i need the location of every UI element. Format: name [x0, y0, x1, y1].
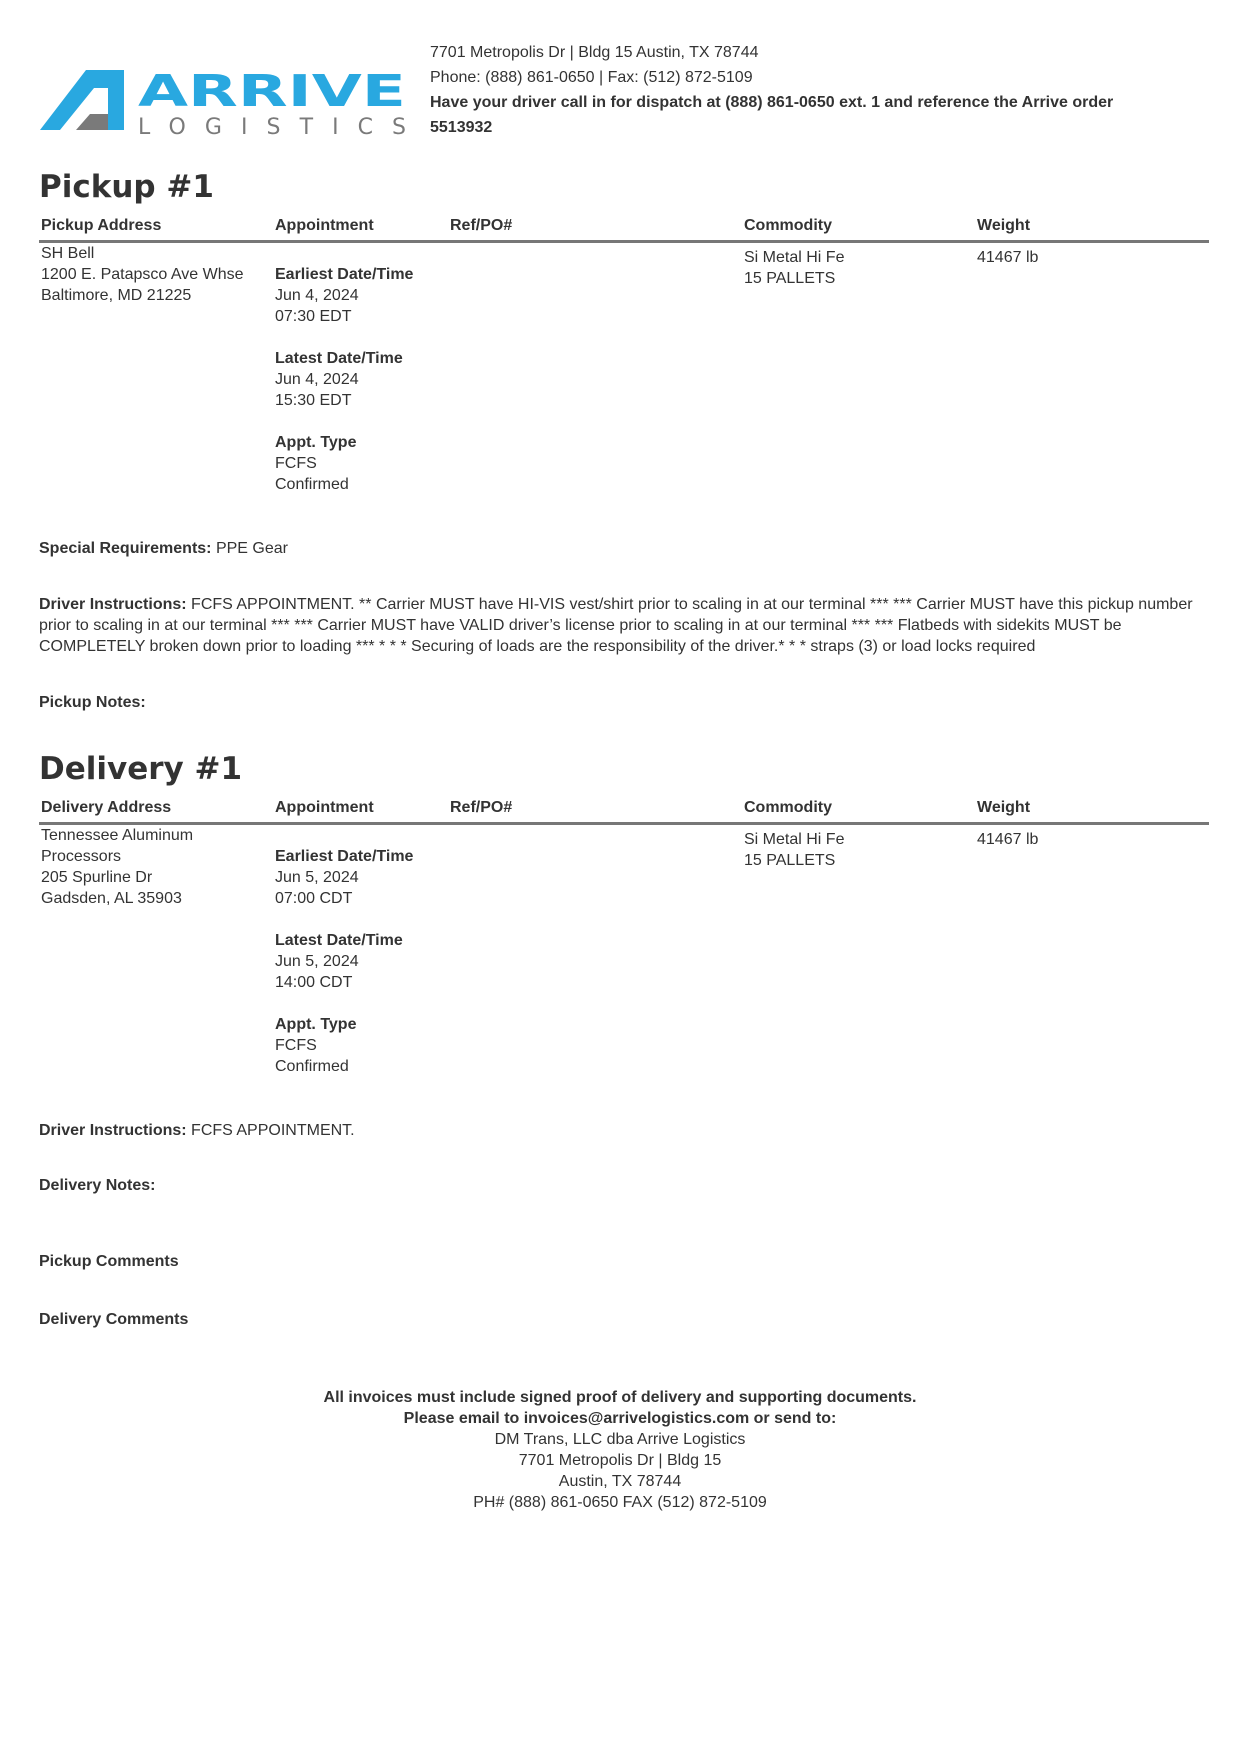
- pickup-notes-label: Pickup Notes:: [39, 694, 146, 711]
- commodity-name: Si Metal Hi Fe: [744, 249, 845, 266]
- special-req-value: PPE Gear: [211, 540, 288, 557]
- delivery-commodity: [744, 829, 844, 871]
- footer-city: Austin, TX 78744: [558, 1473, 682, 1490]
- delivery-address: [41, 825, 193, 909]
- latest-date: Jun 5, 2024: [275, 953, 359, 970]
- footer-company-name: DM Trans, LLC dba Arrive Logistics: [494, 1431, 746, 1448]
- address-line: Tennessee Aluminum: [41, 827, 194, 844]
- appt-type-label: Appt. Type: [275, 434, 357, 451]
- address-line: Processors: [41, 848, 122, 865]
- delivery-weight: 41467 lb: [977, 831, 1039, 848]
- address-line: 1200 E. Patapsco Ave Whse: [41, 266, 244, 283]
- appt-type: FCFS: [275, 455, 317, 472]
- arrive-logistics-logo: [40, 68, 408, 138]
- delivery-driver-instructions: [39, 1120, 1211, 1141]
- pickup-address-header: Pickup Address: [41, 217, 162, 234]
- logo-word-arrive: ARRIVE: [138, 68, 406, 117]
- appt-status: Confirmed: [275, 476, 349, 493]
- address-line: Baltimore, MD 21225: [41, 287, 192, 304]
- footer-invoice-requirement: All invoices must include signed proof of delivery and supporting documents.: [323, 1389, 917, 1406]
- pickup-title: Pickup #1: [39, 169, 214, 205]
- delivery-notes: [39, 1175, 1211, 1196]
- dispatch-note: Have your driver call in for dispatch at (888) 861-0650 ext. 1 and reference the Arrive order 5513932: [430, 94, 1114, 136]
- company-header: [430, 40, 1150, 140]
- appt-type-label: Appt. Type: [275, 1016, 357, 1033]
- earliest-time: 07:30 EDT: [275, 308, 352, 325]
- appointment-header: Appointment: [275, 217, 374, 234]
- address-line: SH Bell: [41, 245, 95, 262]
- driver-instr-label: Driver Instructions:: [39, 1122, 187, 1139]
- earliest-date: Jun 4, 2024: [275, 287, 359, 304]
- delivery-address-header: Delivery Address: [41, 799, 172, 816]
- pickup-column-headers: [39, 214, 1209, 243]
- pickup-address: [41, 243, 244, 306]
- company-phone-fax: Phone: (888) 861-0650 | Fax: (512) 872-5109: [430, 69, 753, 86]
- weight-header: Weight: [977, 799, 1031, 816]
- earliest-label: Earliest Date/Time: [275, 266, 414, 283]
- address-line: Gadsden, AL 35903: [41, 890, 182, 907]
- earliest-label: Earliest Date/Time: [275, 848, 414, 865]
- delivery-comments: [39, 1309, 1211, 1330]
- commodity-quantity: 15 PALLETS: [744, 852, 836, 869]
- delivery-appointment: [275, 846, 413, 1077]
- latest-time: 15:30 EDT: [275, 392, 352, 409]
- company-address: 7701 Metropolis Dr | Bldg 15 Austin, TX 78744: [430, 44, 759, 61]
- pickup-driver-instructions: [39, 594, 1211, 657]
- ref-po-header: Ref/PO#: [450, 217, 513, 234]
- delivery-column-headers: [39, 796, 1209, 825]
- pickup-comments-label: Pickup Comments: [39, 1253, 179, 1270]
- pickup-special-requirements: [39, 538, 1211, 559]
- pickup-commodity: [744, 247, 844, 289]
- pickup-notes: [39, 692, 1211, 713]
- commodity-header: Commodity: [744, 799, 832, 816]
- logo-word-logistics: LOGISTICS: [138, 115, 406, 138]
- invoice-footer: [0, 1387, 1240, 1513]
- latest-label: Latest Date/Time: [275, 350, 403, 367]
- pickup-weight: 41467 lb: [977, 249, 1039, 266]
- commodity-quantity: 15 PALLETS: [744, 270, 836, 287]
- driver-instr-label: Driver Instructions:: [39, 596, 187, 613]
- weight-header: Weight: [977, 217, 1031, 234]
- latest-time: 14:00 CDT: [275, 974, 353, 991]
- commodity-header: Commodity: [744, 217, 832, 234]
- earliest-time: 07:00 CDT: [275, 890, 353, 907]
- driver-instr-value: FCFS APPOINTMENT.: [186, 1122, 355, 1139]
- latest-label: Latest Date/Time: [275, 932, 403, 949]
- delivery-notes-label: Delivery Notes:: [39, 1177, 156, 1194]
- footer-email-instruction: Please email to invoices@arrivelogistics.com or send to:: [403, 1410, 837, 1427]
- pickup-appointment: [275, 264, 413, 495]
- appt-status: Confirmed: [275, 1058, 349, 1075]
- ref-po-header: Ref/PO#: [450, 799, 513, 816]
- appt-type: FCFS: [275, 1037, 317, 1054]
- delivery-title: Delivery #1: [39, 751, 243, 787]
- pickup-comments: [39, 1251, 1211, 1272]
- driver-instr-value: FCFS APPOINTMENT. ** Carrier MUST have HI-VIS vest/shirt prior to scaling in at our terminal *** *** Carrier MUST have this pickup number prior to scaling in at our terminal *** *** Carrier MUST have VALID driver’s license prior to scaling in at our terminal *** *** Flatbeds with sidekits MUST be COMPLETELY broken down prior to loading *** * * * Securing of loads are the responsibility of the driver.* * * straps (3) or load locks required: [39, 596, 1193, 655]
- address-line: 205 Spurline Dr: [41, 869, 153, 886]
- commodity-name: Si Metal Hi Fe: [744, 831, 845, 848]
- footer-phone-fax: PH# (888) 861-0650 FAX (512) 872-5109: [473, 1494, 767, 1511]
- appointment-header: Appointment: [275, 799, 374, 816]
- delivery-comments-label: Delivery Comments: [39, 1311, 189, 1328]
- special-req-label: Special Requirements:: [39, 540, 212, 557]
- earliest-date: Jun 5, 2024: [275, 869, 359, 886]
- latest-date: Jun 4, 2024: [275, 371, 359, 388]
- footer-street: 7701 Metropolis Dr | Bldg 15: [518, 1452, 722, 1469]
